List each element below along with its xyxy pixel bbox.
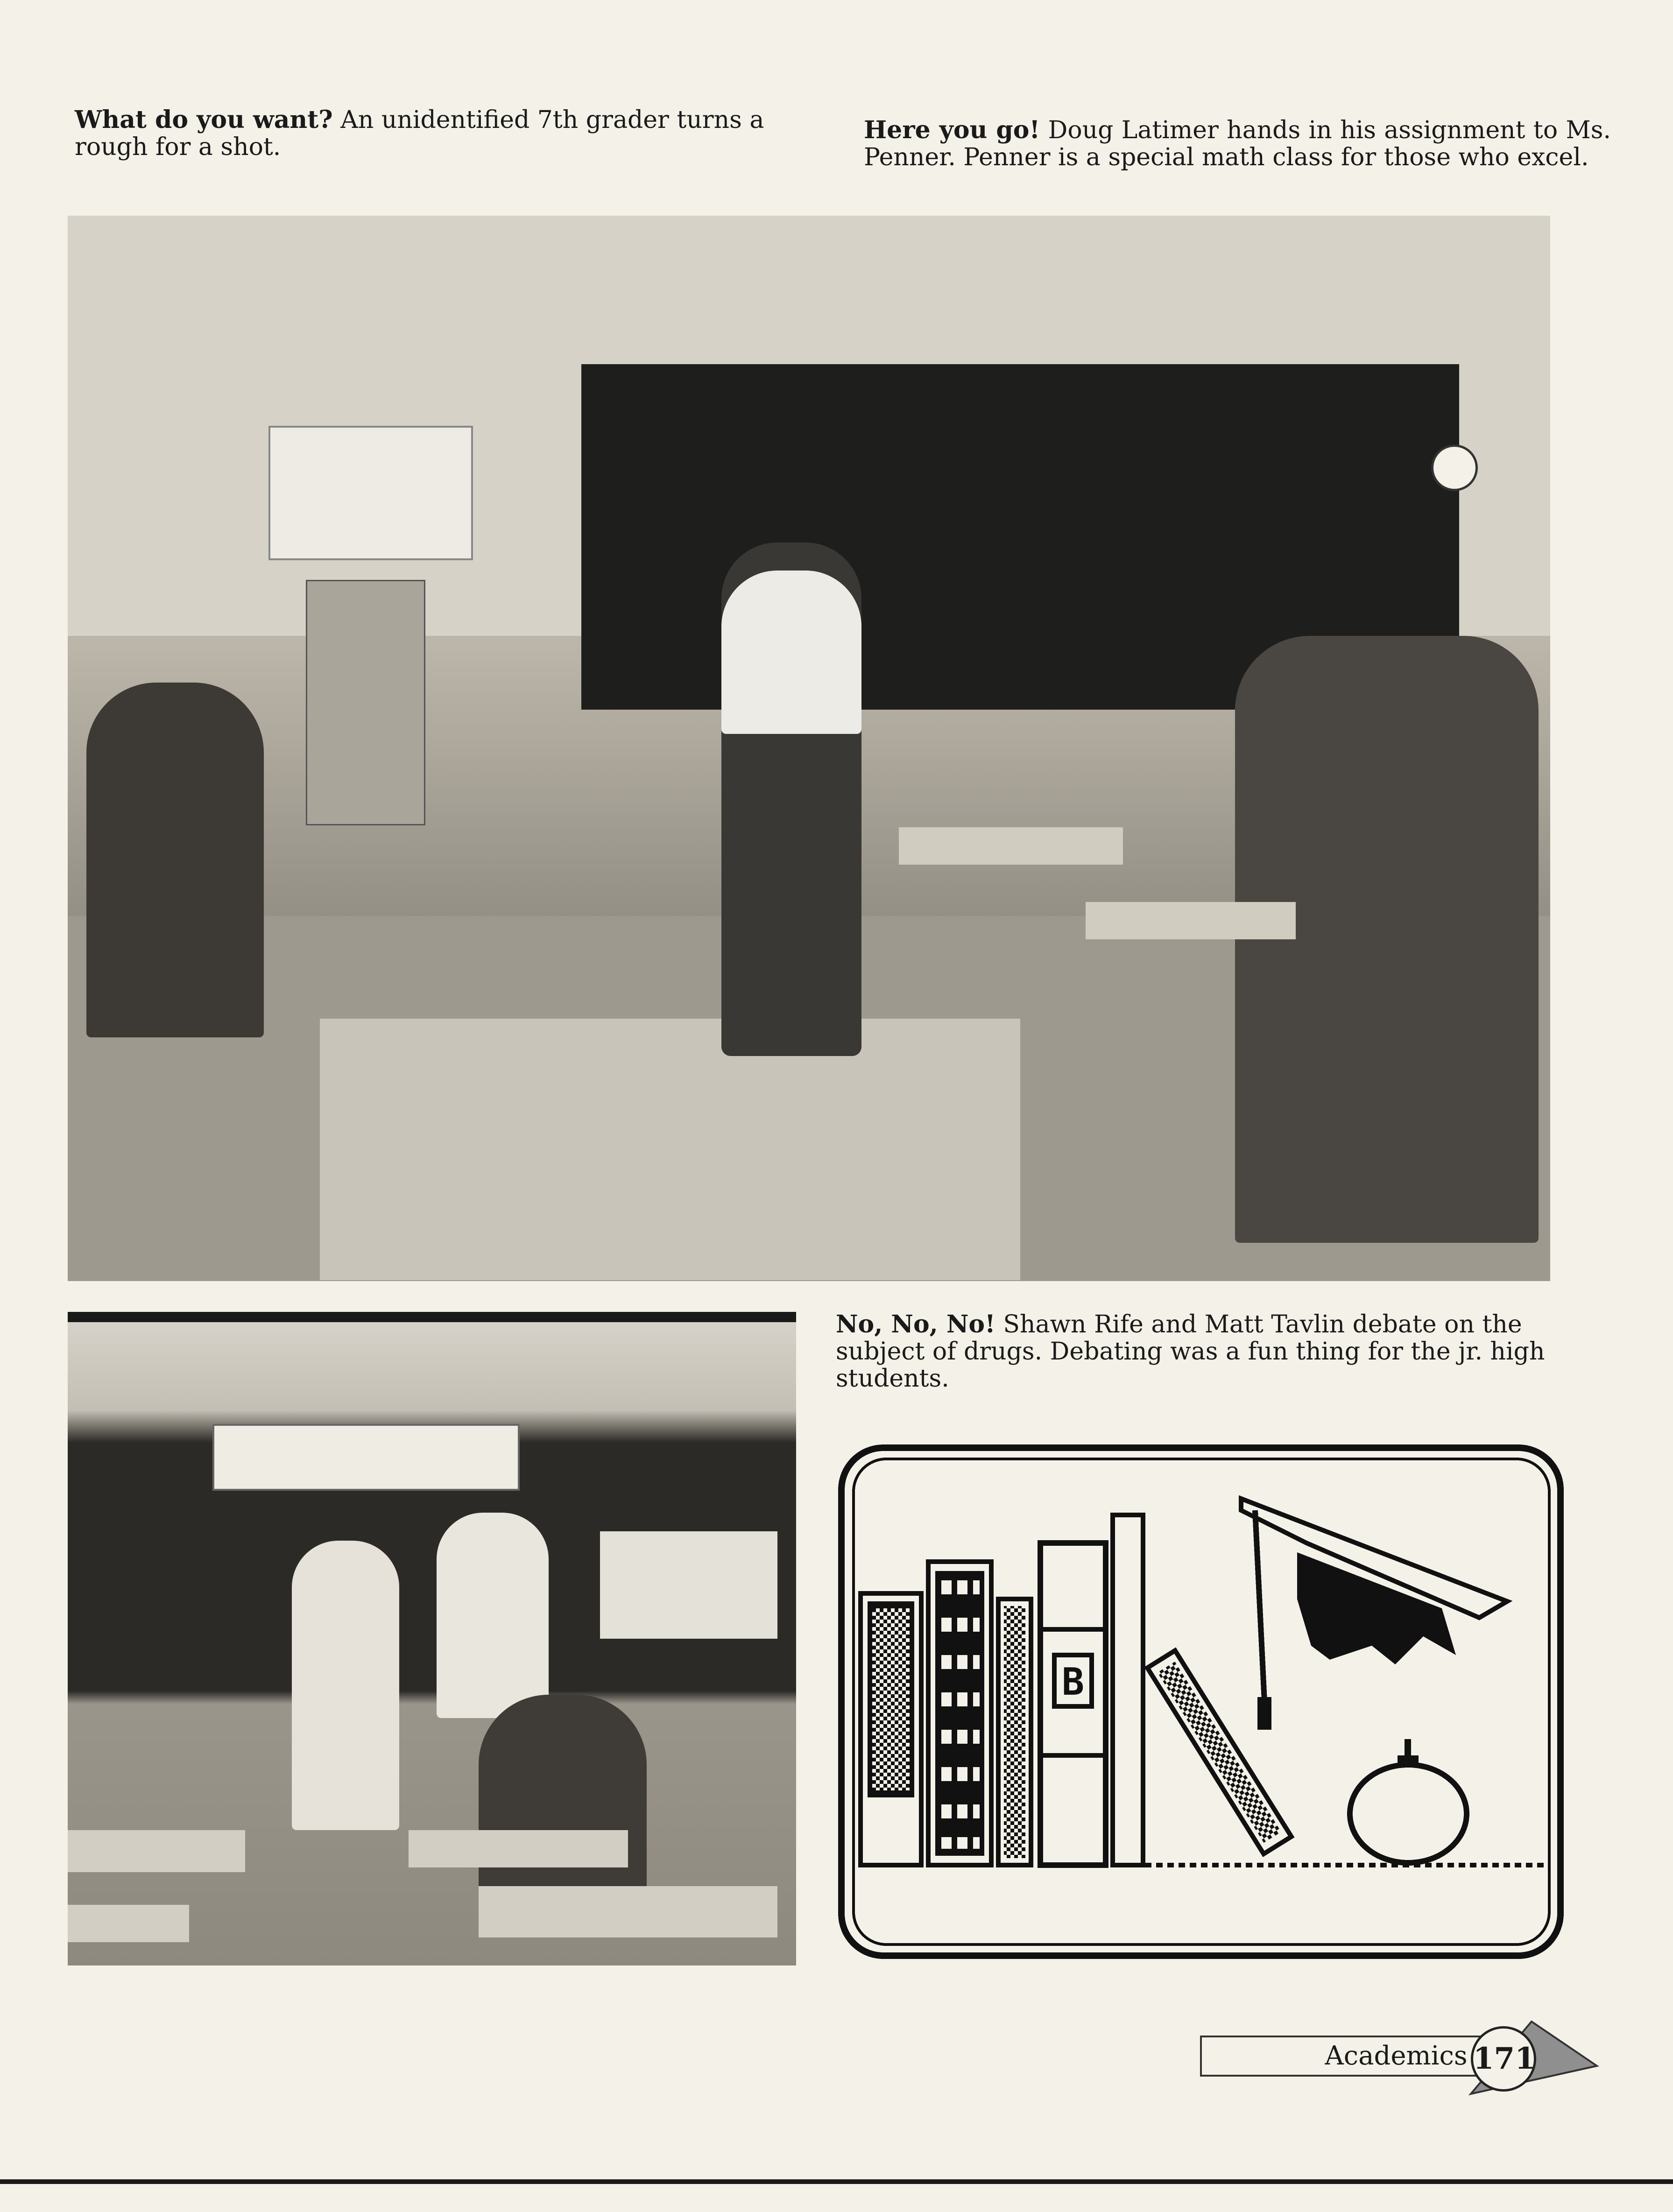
student-desk [899,827,1123,865]
caption-lead: What do you want? [75,106,333,134]
bulletin-chart [600,1531,777,1639]
graduation-cap-icon [1241,1499,1507,1730]
desk-front [479,1886,777,1937]
desk-middle [409,1830,628,1867]
caption-text: Doug Latimer hands in his assignment to Ms. Penner. Penner is a special math class for those who excel. [864,116,1611,171]
apple-icon [1350,1739,1467,1863]
foreground-table [320,1019,1020,1280]
caption-right-top [864,117,1611,171]
top-border [68,1312,796,1322]
debater-left [292,1541,399,1830]
seated-students [1235,636,1539,1243]
wall-calendar [268,426,473,560]
student-shirt [721,571,861,734]
book-label: B [1061,1660,1085,1704]
filing-cabinet [306,580,425,825]
caption-text: An unidentified 7th grader turns a rough for a shot. [75,106,764,161]
debater-right [437,1513,549,1718]
section-name: Academics [1325,2041,1468,2071]
book-icon [1113,1515,1143,1865]
caption-lead: Here you go! [864,116,1040,144]
debate-photo [68,1312,796,1965]
caption-text: Shawn Rife and Matt Tavlin debate on the subject of drugs. Debating was a fun thing for the jr. high students. [836,1310,1545,1393]
desk-left [68,1905,189,1942]
page-number: 171 [1471,2026,1536,2092]
caption-bottom-right [836,1311,1555,1392]
bottom-rule [0,2179,1673,2184]
seated-student-left [86,683,264,1037]
books-clipart [835,1440,1568,1963]
student-desk [1086,902,1296,939]
caption-left-top [75,106,822,161]
wall-clock [1431,444,1478,491]
classroom-photo-main [68,216,1550,1281]
caption-lead: No, No, No! [836,1310,995,1338]
projection-screen [212,1424,520,1491]
desk-left [68,1830,245,1872]
